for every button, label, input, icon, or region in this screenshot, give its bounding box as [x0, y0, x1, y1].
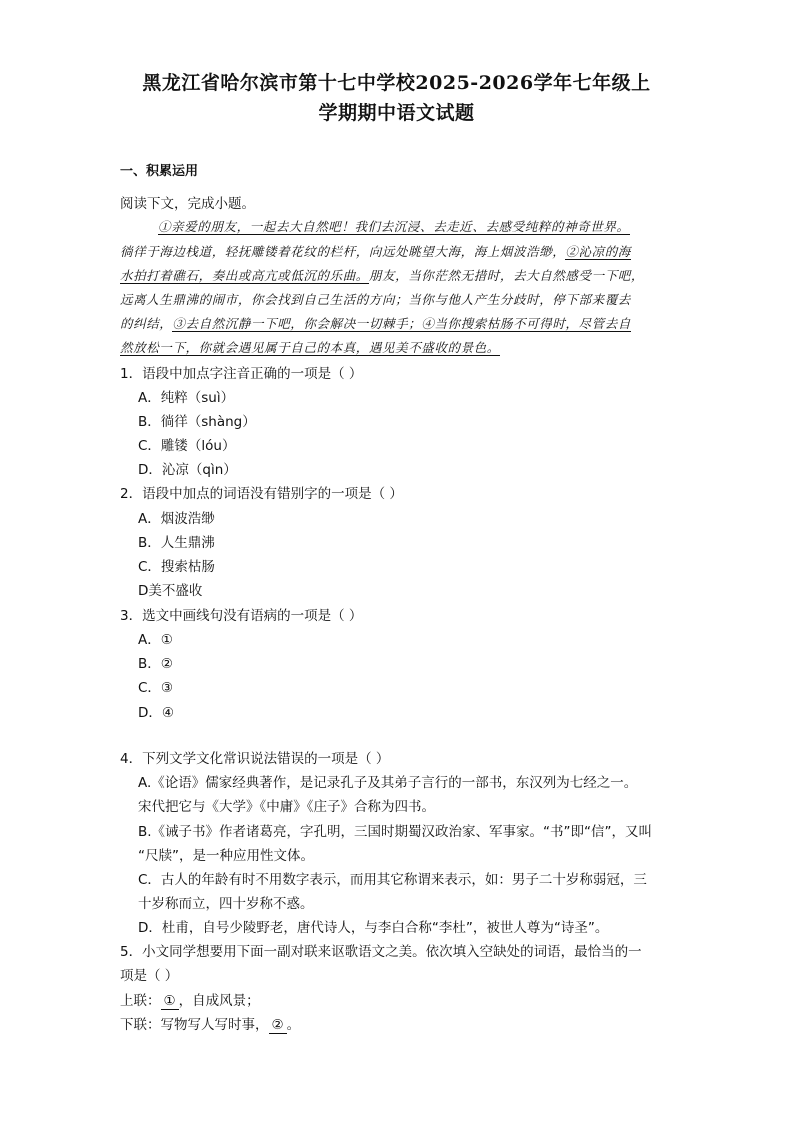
couplet-upper-label: 上联： — [120, 993, 161, 1009]
passage-sentence-3: ③去自然沉静一下吧，你会解决一切棘手； — [172, 316, 422, 331]
section-heading: 一、积累运用 — [120, 164, 199, 179]
couplet-lower-blank[interactable]: ② — [269, 1017, 287, 1034]
question-4-option-c-cont: 十岁称而立，四十岁称不惑。 — [138, 896, 314, 912]
passage-text: 远离人生鼎沸的闹市，你会找到自己生活的方向；当你与他人产生分歧时，停下部来覆去 — [120, 292, 631, 307]
question-5-stem-cont: 项是（ ） — [120, 968, 179, 984]
passage-sentence-1: ①亲爱的朋友，一起去大自然吧！我们去沉浸、去走近、去感受纯粹的神奇世界。 — [158, 219, 630, 234]
question-2-option-b[interactable]: B．人生鼎沸 — [138, 535, 215, 551]
question-4-option-c[interactable]: C．古人的年龄有时不用数字表示，而用其它称谓来表示，如：男子二十岁称弱冠，三 — [138, 872, 647, 888]
question-4-option-b[interactable]: B.《诫子书》作者诸葛亮，字孔明，三国时期蜀汉政治家、军事家。“书”即“信”，又叫 — [138, 824, 653, 840]
question-3-option-d[interactable]: D．④ — [138, 705, 174, 721]
passage-sentence-4-cont: 然放松一下，你就会遇见属于自己的本真，遇见美不盛收的景色。 — [120, 340, 500, 355]
question-3-option-c[interactable]: C．③ — [138, 680, 174, 696]
reading-instruction: 阅读下文，完成小题。 — [120, 196, 255, 212]
question-2-option-c[interactable]: C．搜索枯肠 — [138, 559, 215, 575]
question-3-option-a[interactable]: A．① — [138, 632, 173, 648]
question-4-option-a[interactable]: A.《论语》儒家经典著作，是记录孔子及其弟子言行的一部书，东汉列为七经之一。 — [138, 775, 638, 791]
passage-text: 朋友，当你茫然无措时，去大自然感受一下吧， — [368, 268, 645, 283]
couplet-upper-line — [120, 989, 260, 1010]
question-5-stem: 5．小文同学想要用下面一副对联来讴歌语文之美。依次填入空缺处的词语，最恰当的一 — [120, 944, 642, 960]
question-4-option-b-cont: “尺牍”，是一种应用性文体。 — [138, 848, 314, 864]
couplet-lower-text: 。 — [286, 1017, 301, 1033]
question-1-option-c[interactable]: C．雕镂（lóu） — [138, 438, 236, 454]
couplet-upper-text: ，自成风景； — [178, 993, 260, 1009]
passage-sentence-2: ②沁凉的海 — [565, 244, 631, 259]
passage-text: 的纠结， — [120, 316, 173, 331]
question-1-option-b[interactable]: B．徜徉（shàng） — [138, 414, 256, 430]
question-2-stem: 2．语段中加点的词语没有错别字的一项是（ ） — [120, 486, 403, 502]
passage-sentence-2-cont: 水拍打着礁石，奏出或高亢或低沉的乐曲。 — [120, 268, 369, 283]
passage-text: 徜徉于海边栈道，轻抚雕镂着花纹的栏杆，向远处眺望大海，海上烟波浩缈， — [120, 244, 566, 259]
couplet-lower-line — [120, 1013, 300, 1034]
question-1-option-a[interactable]: A．纯粹（suì） — [138, 390, 235, 406]
question-4-option-d[interactable]: D．杜甫，自号少陵野老，唐代诗人，与李白合称“李杜”，被世人尊为“诗圣”。 — [138, 920, 609, 936]
document-title-line1: 黑龙江省哈尔滨市第十七中学校2025-2026学年七年级上 — [142, 72, 651, 94]
question-4-stem: 4．下列文学文化常识说法错误的一项是（ ） — [120, 751, 390, 767]
passage-sentence-4: ④当你搜索枯肠不可得时，尽管去自 — [421, 316, 631, 331]
document-title-line2: 学期期中语文试题 — [318, 102, 475, 124]
couplet-upper-blank[interactable]: ① — [161, 993, 179, 1010]
couplet-lower-label: 下联：写物写人写时事， — [120, 1017, 269, 1033]
question-1-option-d[interactable]: D．沁凉（qìn） — [138, 462, 237, 478]
question-2-option-a[interactable]: A．烟波浩缈 — [138, 511, 215, 527]
question-1-stem: 1．语段中加点字注音正确的一项是（ ） — [120, 366, 363, 382]
question-2-option-d[interactable]: D美不盛收 — [138, 583, 203, 599]
question-3-stem: 3．选文中画线句没有语病的一项是（ ） — [120, 608, 363, 624]
question-4-option-a-cont: 宋代把它与《大学》《中庸》《庄子》合称为四书。 — [138, 799, 435, 815]
question-3-option-b[interactable]: B．② — [138, 656, 173, 672]
